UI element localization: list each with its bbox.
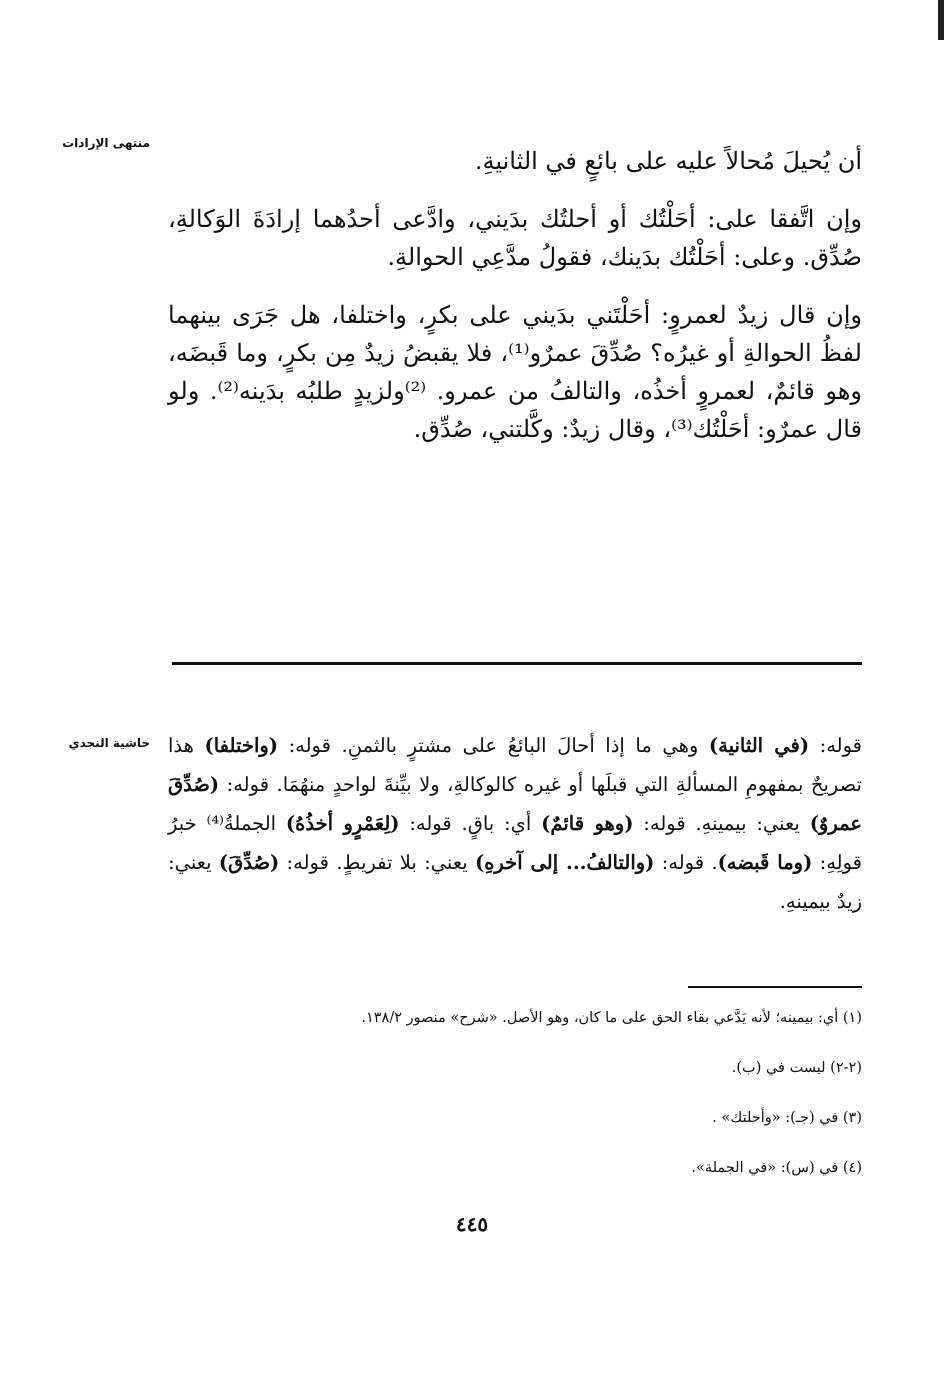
section-divider <box>172 662 862 665</box>
commentary-segment: وهي ما إذا أحالَ البائعُ على مشترٍ بالثمنِ. قوله: <box>278 734 709 757</box>
commentary-lemma: (صُدِّقَ) <box>218 851 280 874</box>
main-paragraph-3: وإن قال زيدٌ لعمروٍ: أحَلْتَني بدَيني على بكرٍ، واختلفا، هل جَرَى بينهما لفظُ الحوالةِ أو غيرُه؟ صُدِّقَ عمرٌو⁽¹⁾، فلا يقبضُ زيدٌ مِن بكرٍ، وما قَبضَه، وهو قائمٌ، لعمروٍ أخذُه، والتالفُ من عمرو. ⁽²⁾ولزيدٍ طلبُه بدَينه⁽²⁾. ولو قال عمرٌو: أحَلْتُك⁽³⁾، وقال زيدٌ: وكَّلتني، صُدِّق. <box>168 301 862 443</box>
commentary-segment: يعني: بلا تفريطٍ. قوله: <box>279 851 475 874</box>
footnote-rule <box>688 986 862 988</box>
commentary-header: حاشية النجدي <box>68 736 150 750</box>
commentary-segment: الجملةُ⁽⁴⁾ خبرُ قولِهِ: <box>168 812 862 874</box>
commentary-lemma: (لِعَمْرٍو أخذُهُ) <box>285 812 400 835</box>
commentary-lemma: (صُدِّقَ عمروٌ) <box>168 773 863 835</box>
footnote-1: (١) أي: بيمينه؛ لأنه يَدَّعي بقاء الحق على ما كان، وهو الأصل. «شرح» منصور ١٣٨/٢. <box>361 1010 862 1026</box>
main-paragraph-2: وإن اتَّفقا على: أحَلْتُك أو أحلتُك بدَيني، وادَّعى أحدُهما إرادَةَ الوَكالةِ، صُدِّق. وعلى: أحَلْتُك بدَينك، فقولُ مدَّعِي الحوالةِ. <box>168 205 862 271</box>
page-number: ٤٤٥ <box>455 1212 489 1236</box>
commentary-paragraph <box>168 726 862 921</box>
commentary-segment: . قوله: <box>654 851 718 874</box>
commentary-lemma: (في الثانية) <box>708 734 810 757</box>
commentary-segment: أي: باقٍ. قوله: <box>399 812 542 835</box>
footnote-2: (٢-٢) ليست في (ب). <box>731 1060 862 1076</box>
main-paragraph-1: أن يُحيلَ مُحالاً عليه على بائعٍ في الثانيةِ. <box>474 147 862 175</box>
commentary-lemma: (واختلفا) <box>204 734 279 757</box>
commentary-lemma: (وما قَبضه) <box>717 851 813 874</box>
commentary-lemma: (وهو قائمٌ) <box>541 812 634 835</box>
commentary-segment: يعني: بيمينهِ. قوله: <box>633 812 810 835</box>
commentary-segment: قوله: <box>809 734 862 757</box>
scan-edge-mark <box>938 0 944 40</box>
commentary-lemma: (والتالفُ... إلى آخرهِ) <box>474 851 655 874</box>
running-header: منتهى الإرادات <box>62 136 150 150</box>
commentary-text <box>168 726 862 921</box>
footnote-4: (٤) في (س): «في الجملة». <box>691 1160 862 1176</box>
main-text <box>168 142 862 462</box>
commentary-segment: هذا تصريحٌ بمفهومِ المسألةِ التي قبلَها أو غيره كالوكالةِ، ولا بيِّنةَ لواحدٍ منهُمَا. قوله: <box>168 734 862 796</box>
footnote-3: (٣) في (جـ): «وأحلتك» . <box>712 1110 862 1126</box>
footnotes <box>168 1006 862 1206</box>
commentary-segment: يعني: زيدٌ بيمينهِ. <box>168 851 862 913</box>
